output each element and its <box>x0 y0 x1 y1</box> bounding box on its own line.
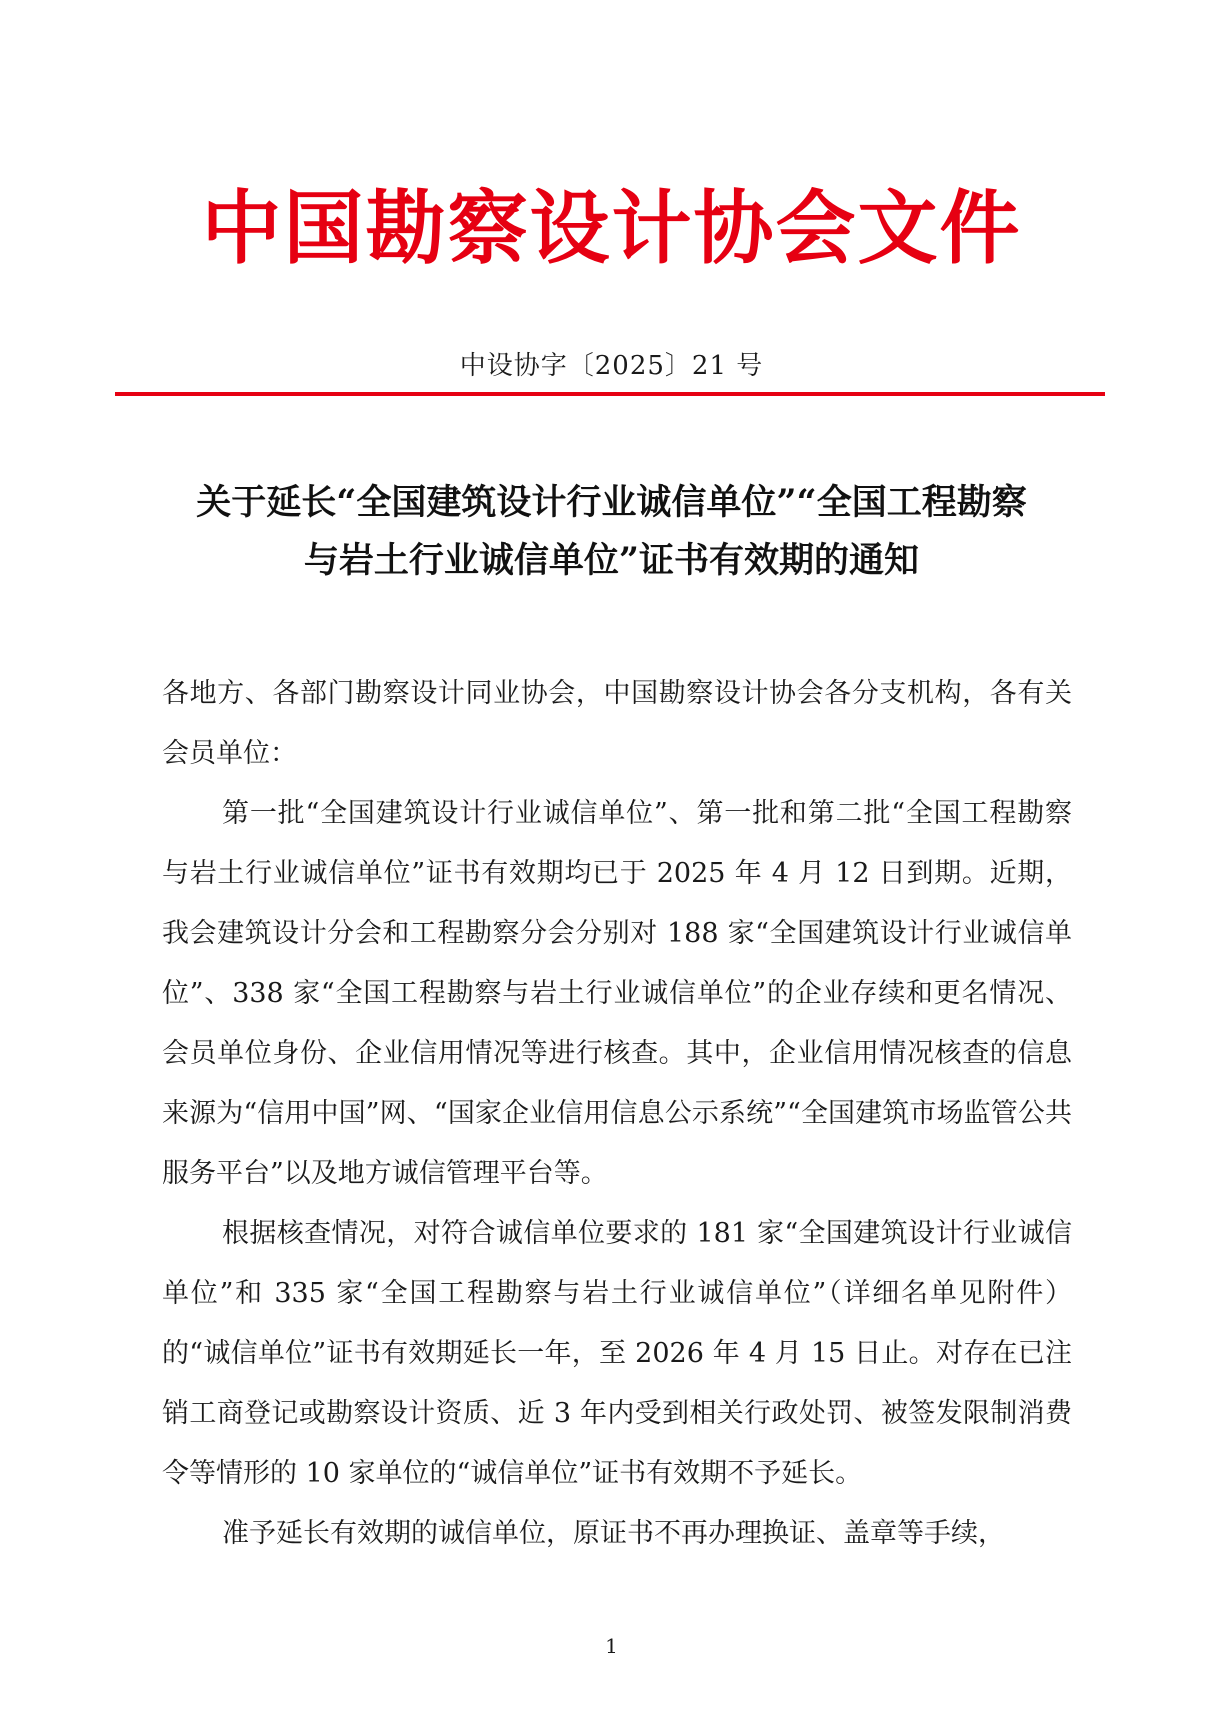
salutation: 各地方、各部门勘察设计同业协会，中国勘察设计协会各分支机构，各有关会员单位： <box>162 678 1072 769</box>
document-header-title: 中国勘察设计协会文件 <box>201 181 1022 275</box>
document-number: 中设协字〔2025〕21 号 <box>459 351 764 381</box>
notice-body <box>162 664 1072 1564</box>
header-red-divider <box>115 392 1105 396</box>
body-paragraph-1: 第一批“全国建筑设计行业诚信单位”、第一批和第二批“全国工程勘察与岩土行业诚信单位”证书有效期均已于 2025 年 4 月 12 日到期。近期，我会建筑设计分会和工程勘察分会分别对 188 家“全国建筑设计行业诚信单位”、338 家“全国工程勘察与岩土行业诚信单位”的企业存续和更名情况、会员单位身份、企业信用情况等进行核查。其中，企业信用情况核查的信息来源为“信用中国”网、“国家企业信用信息公示系统”“全国建筑市场监管公共服务平台”以及地方诚信管理平台等。 <box>162 798 1072 1189</box>
notice-title <box>100 474 1123 590</box>
notice-title-line-1: 关于延长“全国建筑设计行业诚信单位”“全国工程勘察 <box>196 482 1027 523</box>
body-paragraph-3: 准予延长有效期的诚信单位，原证书不再办理换证、盖章等手续， <box>222 1518 1005 1549</box>
notice-title-line-2: 与岩土行业诚信单位”证书有效期的通知 <box>303 540 920 581</box>
page-number: 1 <box>605 1634 618 1658</box>
body-paragraph-2: 根据核查情况，对符合诚信单位要求的 181 家“全国建筑设计行业诚信单位”和 335 家“全国工程勘察与岩土行业诚信单位”（详细名单见附件）的“诚信单位”证书有效期延长一年，至 2026 年 4 月 15 日止。对存在已注销工商登记或勘察设计资质、近 3 年内受到相关行政处罚、被签发限制消费令等情形的 10 家单位的“诚信单位”证书有效期不予延长。 <box>162 1218 1072 1489</box>
